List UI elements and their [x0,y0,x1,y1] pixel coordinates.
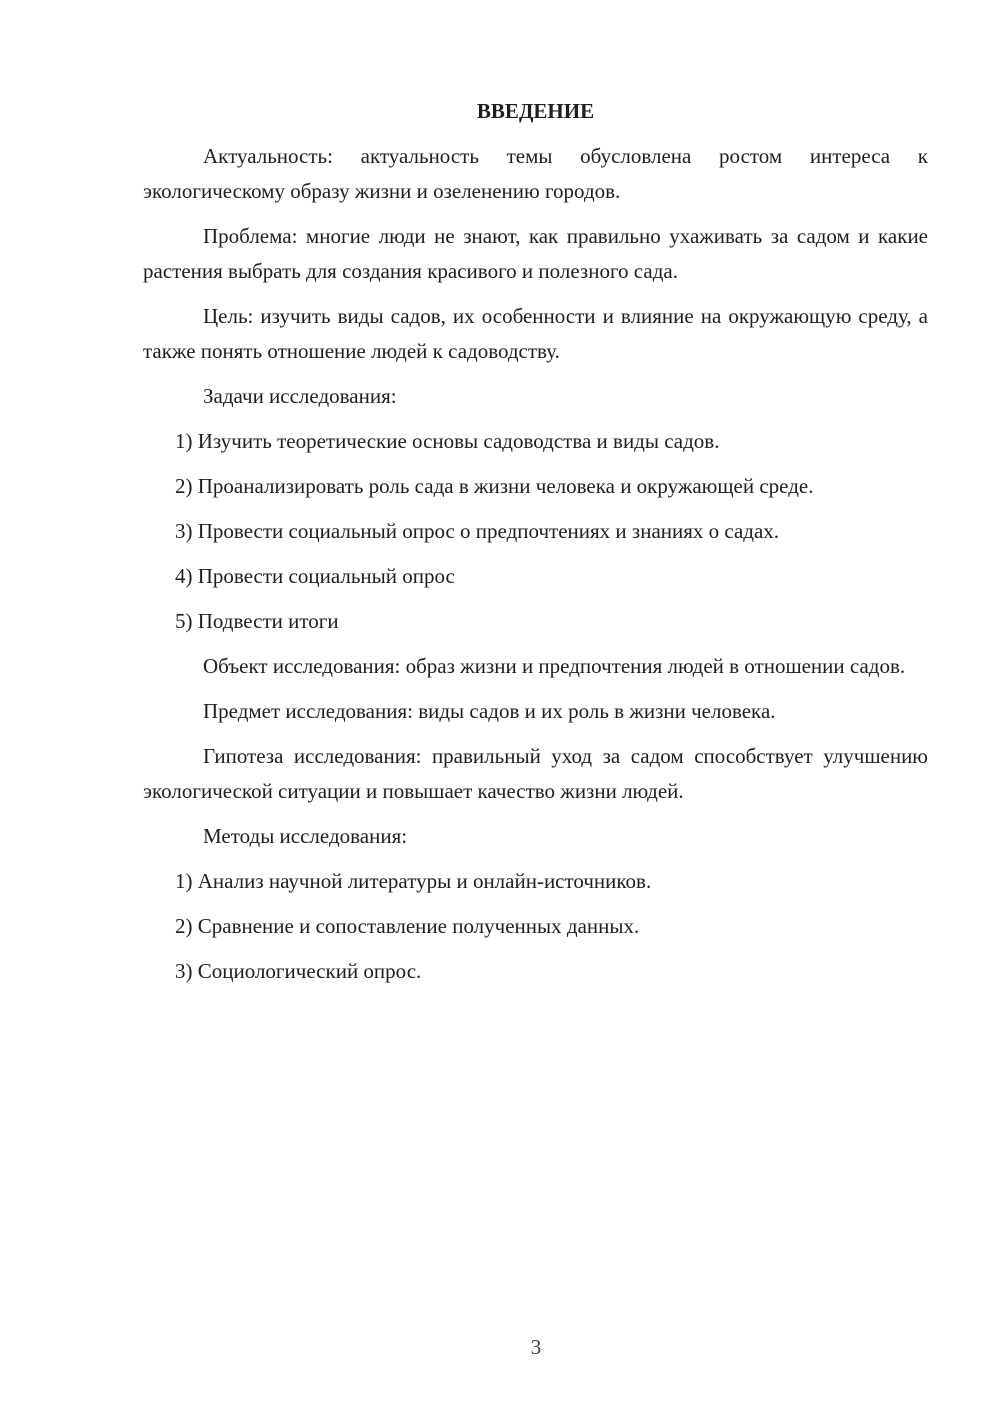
problem-paragraph: Проблема: многие люди не знают, как правильно ухаживать за садом и какие растения выбрать для создания красивого и полезного сада. [143,224,928,283]
task-item-4: 4) Провести социальный опрос [175,564,455,588]
page-number: 3 [530,1335,542,1359]
methods-heading: Методы исследования: [203,824,408,848]
document-page [143,95,928,999]
relevance-paragraph: Актуальность: актуальность темы обусловлена ростом интереса к экологическому образу жизни и озеленению городов. [143,144,928,203]
method-item-3: 3) Социологический опрос. [175,959,422,983]
tasks-heading: Задачи исследования: [203,384,397,408]
hypothesis-paragraph: Гипотеза исследования: правильный уход за садом способствует улучшению экологической ситуации и повышает качество жизни людей. [143,744,928,803]
task-item-3: 3) Провести социальный опрос о предпочтениях и знаниях о садах. [175,519,780,543]
task-item-5: 5) Подвести итоги [175,609,339,633]
task-item-2: 2) Проанализировать роль сада в жизни человека и окружающей среде. [175,474,814,498]
task-item-1: 1) Изучить теоретические основы садоводства и виды садов. [175,429,720,453]
goal-paragraph: Цель: изучить виды садов, их особенности и влияние на окружающую среду, а также понять отношение людей к садоводству. [143,304,928,363]
object-paragraph: Объект исследования: образ жизни и предпочтения людей в отношении садов. [203,654,906,678]
method-item-1: 1) Анализ научной литературы и онлайн-источников. [175,869,652,893]
method-item-2: 2) Сравнение и сопоставление полученных данных. [175,914,640,938]
section-title: ВВЕДЕНИЕ [476,99,595,123]
subject-paragraph: Предмет исследования: виды садов и их роль в жизни человека. [203,699,776,723]
